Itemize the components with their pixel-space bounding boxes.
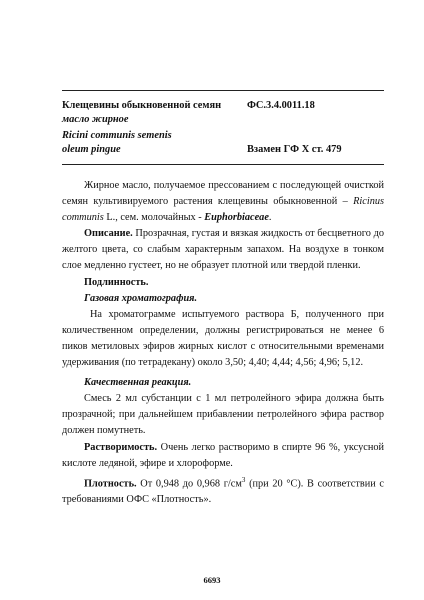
gc-heading: Газовая хроматография.	[84, 292, 198, 304]
density-label: Плотность.	[84, 478, 137, 490]
density-paragraph: Плотность. От 0,948 до 0,968 $г/см^3$ (при 20 °С). В соответствии с требованиями ОФС «Плотность».	[62, 475, 385, 506]
header-top-rule	[62, 90, 384, 91]
description-label: Описание.	[84, 228, 133, 240]
solubility-paragraph: Растворимость. Очень легко растворимо в спирте 96 %, уксусной кислоте ледяной, эфире и хлороформе.	[62, 441, 384, 469]
identity-heading: Подлинность.	[84, 276, 149, 288]
header-bottom-rule	[62, 164, 384, 165]
qual-heading: Качественная реакция.	[84, 377, 192, 389]
title-latin-line-1: Ricini communis semenis	[62, 130, 172, 141]
monograph-title-latin	[62, 129, 172, 157]
gc-paragraph: На хроматограмме испытуемого раствора Б, полученного при количественном определении, должны регистрироваться не менее 6 пиков метиловых эфиров жирных кислот с относительными временами удерживания (по тетрадекану) около 3,50; 4,40; 4,44; 4,56; 4,96; 5,12.	[62, 308, 384, 369]
title-ru-line-2: масло жирное	[62, 114, 129, 125]
qual-paragraph: Смесь 2 мл субстанции с 1 мл петролейного эфира должна быть прозрачной; при дальнейшем прибавлении петролейного эфира раствор должен помутнеть.	[62, 393, 384, 437]
monograph-body	[62, 178, 384, 508]
intro-paragraph: Жирное масло, получаемое прессованием с последующей очисткой семян культивируемого растения клещевины обыкновенной – Ricinus communis L., сем. молочайных - Euphorbiaceae.	[62, 180, 384, 224]
title-latin-line-2: oleum pingue	[62, 144, 121, 155]
title-ru-line-1: Клещевины обыкновенной семян	[62, 100, 222, 111]
description-paragraph: Описание. Прозрачная, густая и вязкая жидкость от бесцветного до желтого цвета, со слабым характерным запахом. На воздухе в тонком слое медленно густеет, но не образует плотной или твердой пленки.	[62, 228, 384, 272]
monograph-title-ru	[62, 99, 221, 127]
page-number: 6693	[203, 575, 221, 585]
solubility-label: Растворимость.	[84, 441, 158, 453]
monograph-code: ФС.3.4.0011.18	[247, 100, 315, 111]
replaces-note: Взамен ГФ X ст. 479	[247, 144, 342, 155]
